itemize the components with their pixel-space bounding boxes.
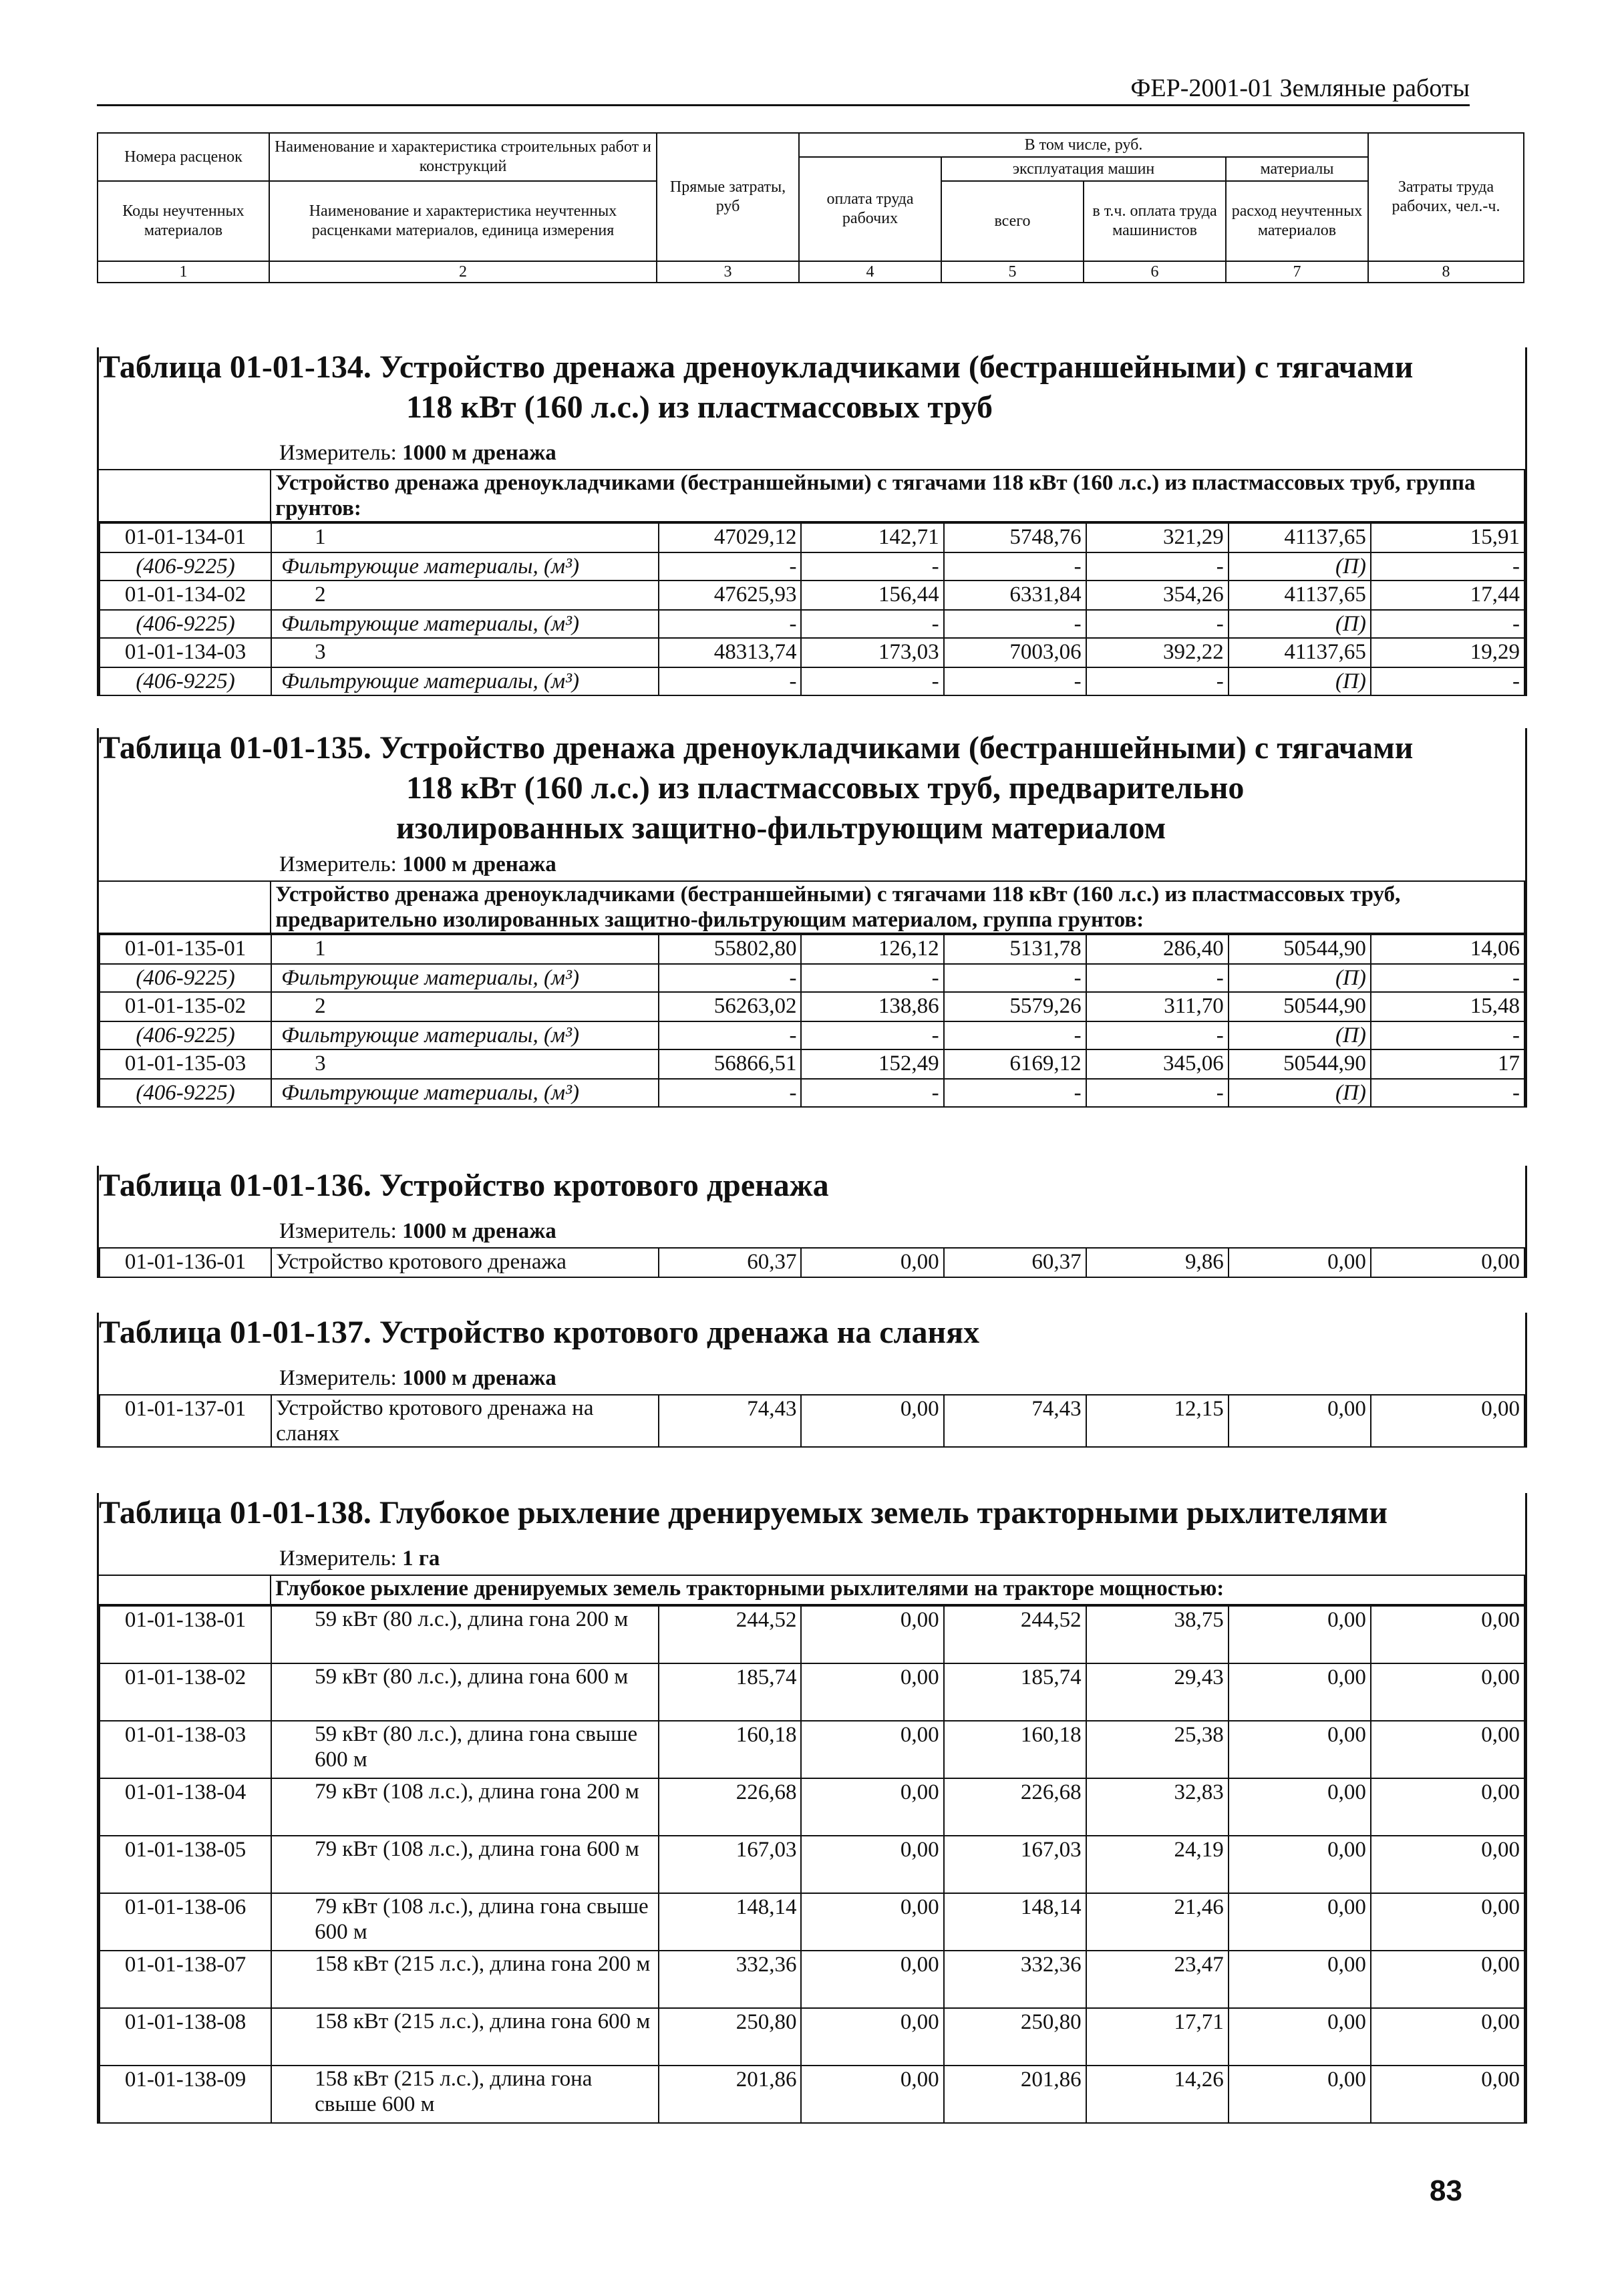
- cell-code: 01-01-135-02: [100, 992, 271, 1021]
- material-m4: -: [801, 1079, 943, 1107]
- material-m7: (П): [1229, 667, 1371, 695]
- table-138-title: Таблица 01-01-138. Глубокое рыхление дренируемых земель тракторными рыхлителями: [99, 1495, 1388, 1530]
- table-134-title: Таблица 01-01-134. Устройство дренажа дреноукладчиками (бестраншейными) с тягачами 118 кВт (160 л.с.) из пластмассовых труб: [99, 349, 1414, 425]
- table-row: [100, 1606, 1524, 1663]
- header-num-5: 5: [941, 261, 1084, 283]
- cell-v6: 392,22: [1086, 638, 1229, 667]
- table-row: [100, 638, 1524, 667]
- table-row: 01-01-137-01 Устройство кротового дренажа на сланях 74,43 0,00 74,43 12,15 0,00 0,00: [100, 1395, 1524, 1447]
- cell-name: 1: [271, 523, 659, 552]
- cell-name: 158 кВт (215 л.с.), длина гона 200 м: [271, 1951, 659, 2008]
- cell-v6: 38,75: [1086, 1606, 1229, 1663]
- cell-v4: 0,00: [801, 2066, 943, 2123]
- cell-v8: 0,00: [1371, 1951, 1524, 2008]
- cell-code: 01-01-138-04: [100, 1778, 271, 1836]
- cell-name: 2: [271, 992, 659, 1021]
- running-header: ФЕР-2001-01 Земляные работы: [1130, 74, 1470, 102]
- cell-name: 79 кВт (108 л.с.), длина гона 200 м: [271, 1778, 659, 1836]
- material-mcode: (406-9225): [100, 1079, 271, 1107]
- cell-v7: 0,00: [1229, 1951, 1371, 2008]
- header-machines: эксплуатация машин: [941, 157, 1226, 181]
- material-m3: -: [659, 552, 801, 581]
- material-m4: -: [801, 610, 943, 638]
- material-m6: -: [1086, 964, 1229, 992]
- header-material-names: Наименование и характеристика неучтенных расценками материалов, единица измерения: [269, 181, 657, 261]
- material-m5: -: [944, 667, 1086, 695]
- material-mname: Фильтрующие материалы, (м³): [271, 1021, 659, 1049]
- cell-name: 3: [271, 1049, 659, 1079]
- material-row: [100, 1079, 1524, 1107]
- cell-v7: 0,00: [1229, 1893, 1371, 1951]
- cell-v7: 41137,65: [1229, 523, 1371, 552]
- header-num-3: 3: [657, 261, 799, 283]
- header-rule: [97, 104, 1470, 106]
- cell-v5: 250,80: [944, 2008, 1086, 2066]
- material-m4: -: [801, 964, 943, 992]
- cell-v8: 0,00: [1371, 2066, 1524, 2123]
- cell-v5: 6331,84: [944, 581, 1086, 610]
- cell-v3: 167,03: [659, 1836, 801, 1893]
- cell-name: 2: [271, 581, 659, 610]
- table-138-group: Глубокое рыхление дренируемых земель тракторными рыхлителями на тракторе мощностью:: [271, 1575, 1524, 1605]
- cell-v6: 24,19: [1086, 1836, 1229, 1893]
- header-including: В том числе, руб.: [799, 133, 1368, 157]
- cell-code: 01-01-138-05: [100, 1836, 271, 1893]
- cell-v7: 0,00: [1229, 1836, 1371, 1893]
- cell-v5: 201,86: [944, 2066, 1086, 2123]
- cell-v7: 0,00: [1229, 2066, 1371, 2123]
- table-row: [100, 581, 1524, 610]
- material-m4: -: [801, 552, 943, 581]
- cell-v3: 56263,02: [659, 992, 801, 1021]
- cell-code: 01-01-135-03: [100, 1049, 271, 1079]
- cell-v4: 152,49: [801, 1049, 943, 1079]
- table-136-title: Таблица 01-01-136. Устройство кротового дренажа: [99, 1168, 829, 1203]
- table-row: [100, 2066, 1524, 2123]
- table-row: [100, 2008, 1524, 2066]
- cell-code: 01-01-138-07: [100, 1951, 271, 2008]
- cell-v3: 226,68: [659, 1778, 801, 1836]
- material-m6: -: [1086, 552, 1229, 581]
- cell-v4: 142,71: [801, 523, 943, 552]
- cell-v5: 7003,06: [944, 638, 1086, 667]
- cell-v7: 41137,65: [1229, 581, 1371, 610]
- material-row: [100, 667, 1524, 695]
- cell-v8: 0,00: [1371, 1606, 1524, 1663]
- cell-name: 59 кВт (80 л.с.), длина гона 600 м: [271, 1663, 659, 1721]
- header-direct-costs: Прямые затраты, руб: [657, 133, 799, 261]
- cell-v5: 167,03: [944, 1836, 1086, 1893]
- material-m6: -: [1086, 1079, 1229, 1107]
- cell-v7: 0,00: [1229, 1606, 1371, 1663]
- header-num-4: 4: [799, 261, 941, 283]
- cell-v8: 19,29: [1371, 638, 1524, 667]
- cell-v4: 0,00: [801, 1778, 943, 1836]
- cell-v4: 0,00: [801, 1893, 943, 1951]
- material-row: [100, 1021, 1524, 1049]
- header-material-consumption: расход неучтенных материалов: [1226, 181, 1368, 261]
- cell-v8: 0,00: [1371, 1663, 1524, 1721]
- cell-name: 79 кВт (108 л.с.), длина гона 600 м: [271, 1836, 659, 1893]
- table-row: [100, 1951, 1524, 2008]
- cell-v6: 32,83: [1086, 1778, 1229, 1836]
- cell-v6: 321,29: [1086, 523, 1229, 552]
- header-operator-pay: в т.ч. оплата труда машинистов: [1084, 181, 1226, 261]
- cell-v4: 0,00: [801, 1663, 943, 1721]
- material-m3: -: [659, 667, 801, 695]
- material-m5: -: [944, 964, 1086, 992]
- material-mname: Фильтрующие материалы, (м³): [271, 552, 659, 581]
- cell-v4: 173,03: [801, 638, 943, 667]
- cell-v7: 0,00: [1229, 1721, 1371, 1778]
- material-m6: -: [1086, 1021, 1229, 1049]
- table-135-title: Таблица 01-01-135. Устройство дренажа дреноукладчиками (бестраншейными) с тягачами 118 кВт (160 л.с.) из пластмассовых труб, предварительно изолированных защитно-фильтрующим материалом: [99, 730, 1414, 846]
- material-m5: -: [944, 1079, 1086, 1107]
- material-mname: Фильтрующие материалы, (м³): [271, 667, 659, 695]
- cell-v6: 14,26: [1086, 2066, 1229, 2123]
- table-137-title: Таблица 01-01-137. Устройство кротового дренажа на сланях: [99, 1315, 980, 1350]
- material-mcode: (406-9225): [100, 610, 271, 638]
- cell-v8: 0,00: [1371, 2008, 1524, 2066]
- column-header-table: [97, 132, 1524, 283]
- table-135-section: [97, 728, 1527, 1108]
- table-135-measure: Измеритель: 1000 м дренажа: [279, 852, 556, 876]
- cell-code: 01-01-134-02: [100, 581, 271, 610]
- cell-v4: 0,00: [801, 2008, 943, 2066]
- material-m8: -: [1371, 667, 1524, 695]
- cell-v8: 15,48: [1371, 992, 1524, 1021]
- cell-v4: 0,00: [801, 1721, 943, 1778]
- material-mcode: (406-9225): [100, 552, 271, 581]
- cell-v5: 160,18: [944, 1721, 1086, 1778]
- cell-v5: 5579,26: [944, 992, 1086, 1021]
- cell-v8: 0,00: [1371, 1778, 1524, 1836]
- cell-v3: 244,52: [659, 1606, 801, 1663]
- material-m5: -: [944, 1021, 1086, 1049]
- cell-name: 158 кВт (215 л.с.), длина гона свыше 600 м: [271, 2066, 659, 2123]
- cell-v8: 17: [1371, 1049, 1524, 1079]
- header-num-7: 7: [1226, 261, 1368, 283]
- table-row: [100, 1836, 1524, 1893]
- cell-name: 3: [271, 638, 659, 667]
- cell-v3: 250,80: [659, 2008, 801, 2066]
- cell-v5: 148,14: [944, 1893, 1086, 1951]
- cell-code: 01-01-135-01: [100, 935, 271, 964]
- cell-v5: 6169,12: [944, 1049, 1086, 1079]
- cell-v7: 0,00: [1229, 2008, 1371, 2066]
- header-num-1: 1: [98, 261, 269, 283]
- cell-v8: 17,44: [1371, 581, 1524, 610]
- cell-v3: 148,14: [659, 1893, 801, 1951]
- cell-v8: 0,00: [1371, 1836, 1524, 1893]
- cell-v3: 56866,51: [659, 1049, 801, 1079]
- cell-v7: 50544,90: [1229, 992, 1371, 1021]
- cell-v6: 345,06: [1086, 1049, 1229, 1079]
- cell-name: 1: [271, 935, 659, 964]
- cell-name: 59 кВт (80 л.с.), длина гона свыше 600 м: [271, 1721, 659, 1778]
- table-137-data: [99, 1394, 1525, 1448]
- material-mname: Фильтрующие материалы, (м³): [271, 610, 659, 638]
- cell-v3: 332,36: [659, 1951, 801, 2008]
- header-material-codes: Коды неучтенных материалов: [98, 181, 269, 261]
- material-m7: (П): [1229, 610, 1371, 638]
- cell-v5: 185,74: [944, 1663, 1086, 1721]
- header-labor-costs: Затраты труда рабочих, чел.-ч.: [1368, 133, 1524, 261]
- cell-code: 01-01-138-02: [100, 1663, 271, 1721]
- material-m7: (П): [1229, 964, 1371, 992]
- material-m3: -: [659, 964, 801, 992]
- cell-v4: 156,44: [801, 581, 943, 610]
- material-m7: (П): [1229, 1021, 1371, 1049]
- table-row: [100, 1721, 1524, 1778]
- table-row: [100, 992, 1524, 1021]
- cell-name: 79 кВт (108 л.с.), длина гона свыше 600 м: [271, 1893, 659, 1951]
- material-row: [100, 964, 1524, 992]
- table-138-section: [97, 1493, 1527, 2124]
- header-num-8: 8: [1368, 261, 1524, 283]
- table-134-rows: [99, 522, 1525, 696]
- cell-v3: 47029,12: [659, 523, 801, 552]
- cell-v5: 332,36: [944, 1951, 1086, 2008]
- material-m8: -: [1371, 964, 1524, 992]
- cell-v6: 25,38: [1086, 1721, 1229, 1778]
- material-m8: -: [1371, 1079, 1524, 1107]
- cell-v6: 311,70: [1086, 992, 1229, 1021]
- table-row: [100, 1893, 1524, 1951]
- material-mname: Фильтрующие материалы, (м³): [271, 964, 659, 992]
- cell-v3: 47625,93: [659, 581, 801, 610]
- cell-v5: 244,52: [944, 1606, 1086, 1663]
- cell-v8: 15,91: [1371, 523, 1524, 552]
- cell-v6: 23,47: [1086, 1951, 1229, 2008]
- cell-code: 01-01-138-01: [100, 1606, 271, 1663]
- table-row: [100, 1049, 1524, 1079]
- table-137-section: [97, 1313, 1527, 1448]
- table-138-rows: [99, 1605, 1525, 2124]
- material-mcode: (406-9225): [100, 667, 271, 695]
- cell-v5: 5748,76: [944, 523, 1086, 552]
- table-136-measure: Измеритель: 1000 м дренажа: [279, 1219, 556, 1243]
- page-number: 83: [1430, 2174, 1462, 2207]
- cell-v4: 0,00: [801, 1836, 943, 1893]
- material-m6: -: [1086, 610, 1229, 638]
- table-135-data: [99, 880, 1525, 934]
- material-mcode: (406-9225): [100, 964, 271, 992]
- cell-v4: 0,00: [801, 1606, 943, 1663]
- cell-v3: 55802,80: [659, 935, 801, 964]
- cell-v7: 50544,90: [1229, 1049, 1371, 1079]
- table-138-data: [99, 1575, 1525, 1605]
- cell-code: 01-01-138-03: [100, 1721, 271, 1778]
- cell-name: 59 кВт (80 л.с.), длина гона 200 м: [271, 1606, 659, 1663]
- cell-v7: 41137,65: [1229, 638, 1371, 667]
- material-m7: (П): [1229, 552, 1371, 581]
- material-m8: -: [1371, 610, 1524, 638]
- table-137-measure: Измеритель: 1000 м дренажа: [279, 1366, 556, 1390]
- cell-v6: 21,46: [1086, 1893, 1229, 1951]
- header-machines-total: всего: [941, 181, 1084, 261]
- cell-code: 01-01-138-06: [100, 1893, 271, 1951]
- table-136-data: [99, 1247, 1525, 1278]
- cell-v8: 14,06: [1371, 935, 1524, 964]
- cell-v8: 0,00: [1371, 1893, 1524, 1951]
- cell-v6: 29,43: [1086, 1663, 1229, 1721]
- material-m8: -: [1371, 1021, 1524, 1049]
- table-138-measure: Измеритель: 1 га: [279, 1546, 440, 1571]
- table-136-section: [97, 1166, 1527, 1278]
- table-134-measure: Измеритель: 1000 м дренажа: [279, 441, 556, 465]
- material-row: [100, 610, 1524, 638]
- cell-v4: 138,86: [801, 992, 943, 1021]
- cell-code: 01-01-134-03: [100, 638, 271, 667]
- material-row: [100, 552, 1524, 581]
- header-work-name: Наименование и характеристика строительных работ и конструкций: [269, 133, 657, 181]
- table-134-section: [97, 347, 1527, 696]
- cell-v3: 48313,74: [659, 638, 801, 667]
- cell-name: 158 кВт (215 л.с.), длина гона 600 м: [271, 2008, 659, 2066]
- material-m5: -: [944, 610, 1086, 638]
- cell-v4: 126,12: [801, 935, 943, 964]
- header-num-2: 2: [269, 261, 657, 283]
- material-m3: -: [659, 1079, 801, 1107]
- table-row: [100, 1778, 1524, 1836]
- cell-v7: 0,00: [1229, 1778, 1371, 1836]
- cell-v6: 286,40: [1086, 935, 1229, 964]
- cell-code: 01-01-138-09: [100, 2066, 271, 2123]
- header-num-6: 6: [1084, 261, 1226, 283]
- material-m4: -: [801, 1021, 943, 1049]
- material-m4: -: [801, 667, 943, 695]
- header-rate-numbers: Номера расценок: [98, 133, 269, 181]
- table-134-data: [99, 469, 1525, 522]
- cell-code: 01-01-138-08: [100, 2008, 271, 2066]
- material-m3: -: [659, 1021, 801, 1049]
- cell-v4: 0,00: [801, 1951, 943, 2008]
- cell-v7: 0,00: [1229, 1663, 1371, 1721]
- table-row: 01-01-136-01 Устройство кротового дренажа 60,37 0,00 60,37 9,86 0,00 0,00: [100, 1248, 1524, 1277]
- cell-v8: 0,00: [1371, 1721, 1524, 1778]
- table-row: [100, 935, 1524, 964]
- cell-v7: 50544,90: [1229, 935, 1371, 964]
- material-mcode: (406-9225): [100, 1021, 271, 1049]
- cell-v3: 201,86: [659, 2066, 801, 2123]
- table-row: [100, 1663, 1524, 1721]
- cell-v6: 354,26: [1086, 581, 1229, 610]
- table-135-rows: [99, 934, 1525, 1108]
- cell-v3: 185,74: [659, 1663, 801, 1721]
- header-materials: материалы: [1226, 157, 1368, 181]
- table-row: [100, 523, 1524, 552]
- header-worker-pay: оплата труда рабочих: [799, 157, 941, 261]
- material-m6: -: [1086, 667, 1229, 695]
- cell-v5: 5131,78: [944, 935, 1086, 964]
- table-135-group: Устройство дренажа дреноукладчиками (бестраншейными) с тягачами 118 кВт (160 л.с.) из пластмассовых труб, предварительно изолированных защитно-фильтрующим материалом, группа грунтов:: [271, 881, 1524, 933]
- material-m3: -: [659, 610, 801, 638]
- cell-v5: 226,68: [944, 1778, 1086, 1836]
- table-134-group: Устройство дренажа дреноукладчиками (бестраншейными) с тягачами 118 кВт (160 л.с.) из пластмассовых труб, группа грунтов:: [271, 470, 1524, 522]
- cell-v6: 17,71: [1086, 2008, 1229, 2066]
- cell-v3: 160,18: [659, 1721, 801, 1778]
- cell-code: 01-01-134-01: [100, 523, 271, 552]
- material-mname: Фильтрующие материалы, (м³): [271, 1079, 659, 1107]
- material-m8: -: [1371, 552, 1524, 581]
- material-m5: -: [944, 552, 1086, 581]
- material-m7: (П): [1229, 1079, 1371, 1107]
